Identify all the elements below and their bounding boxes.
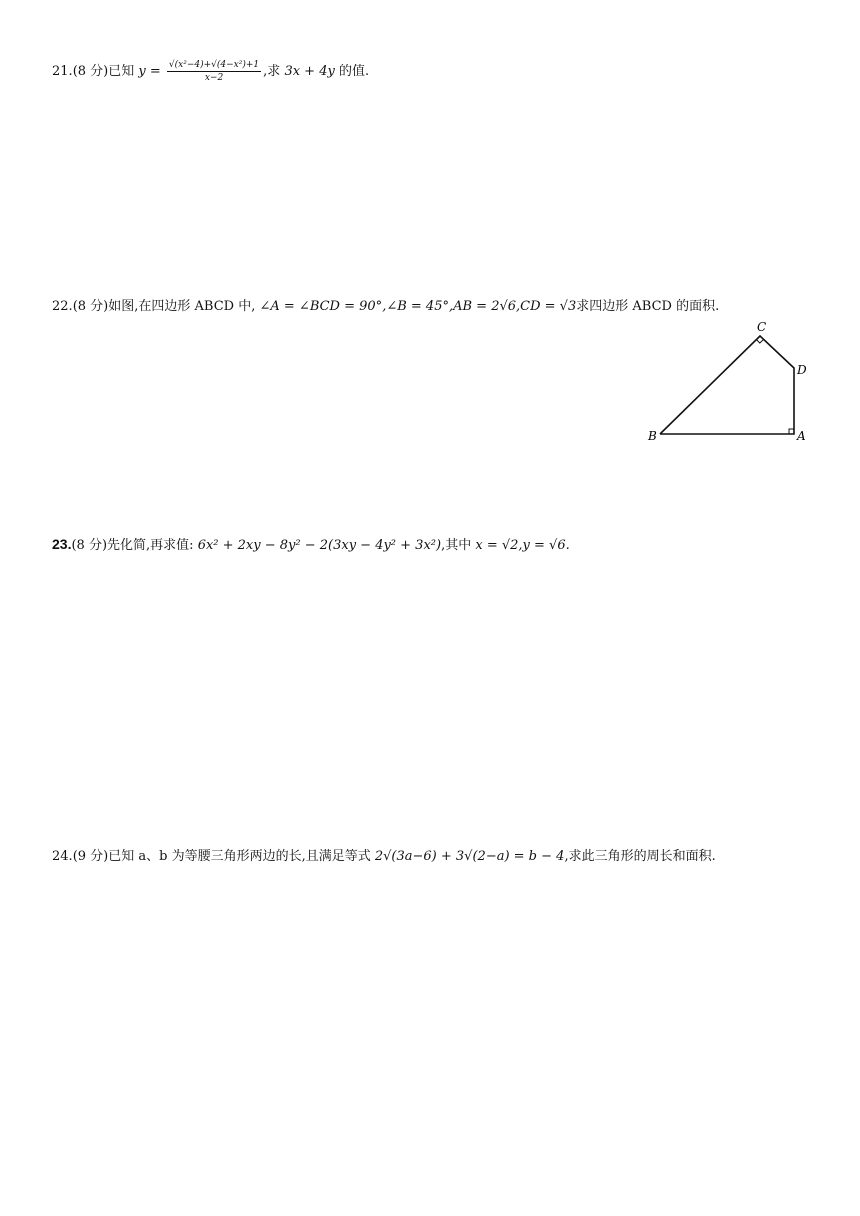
question-score: (8 分) xyxy=(72,64,109,79)
target-expression: 3x + 4y xyxy=(284,64,335,79)
expression: 6x² + 2xy − 8y² − 2(3xy − 4y² + 3x²) xyxy=(197,538,442,553)
question-21 xyxy=(52,59,369,84)
fraction-denominator: x−2 xyxy=(204,73,224,83)
quadrilateral-outline xyxy=(660,336,794,434)
fraction-numerator: √(x²−4)+√(4−x²)+1 xyxy=(168,60,260,70)
question-mid: ,其中 xyxy=(441,538,472,553)
question-text-end: 求四边形 ABCD 的面积. xyxy=(576,299,720,314)
question-number: 23. xyxy=(52,536,72,552)
vertex-label-a: A xyxy=(797,429,806,443)
question-lead: 先化简,再求值: xyxy=(107,538,194,553)
right-angle-mark-c xyxy=(756,340,763,344)
equation: 2√(3a−6) + 3√(2−a) = b − 4 xyxy=(374,849,565,864)
condition-angle-b: ,∠B = 45° xyxy=(382,299,449,314)
condition-lengths: ,AB = 2√6,CD = √3 xyxy=(448,299,577,314)
quadrilateral-figure xyxy=(640,318,820,448)
vertex-label-c: C xyxy=(757,320,767,334)
question-number: 22. xyxy=(52,299,73,314)
question-24 xyxy=(52,847,716,867)
vertex-label-b: B xyxy=(648,429,657,443)
y-equals: y = xyxy=(138,64,161,79)
question-number: 21. xyxy=(52,64,73,79)
fraction xyxy=(167,59,261,84)
vertex-label-d: D xyxy=(797,363,807,377)
condition-angles: ∠A = ∠BCD = 90° xyxy=(259,299,383,314)
question-score: (8 分) xyxy=(72,299,109,314)
question-23 xyxy=(52,534,570,556)
question-lead: 已知 xyxy=(108,64,135,79)
question-number: 24. xyxy=(52,849,73,864)
question-tail: ,求此三角形的周长和面积. xyxy=(564,849,716,864)
question-score: (8 分) xyxy=(71,538,108,553)
question-score: (9 分) xyxy=(72,849,109,864)
given-values: x = √2,y = √6. xyxy=(475,538,570,553)
question-text: 如图,在四边形 ABCD 中, xyxy=(108,299,256,314)
question-tail: 的值. xyxy=(338,64,370,79)
question-22 xyxy=(52,297,719,317)
question-mid: ,求 xyxy=(263,64,281,79)
question-lead: 已知 a、b 为等腰三角形两边的长,且满足等式 xyxy=(108,849,371,864)
